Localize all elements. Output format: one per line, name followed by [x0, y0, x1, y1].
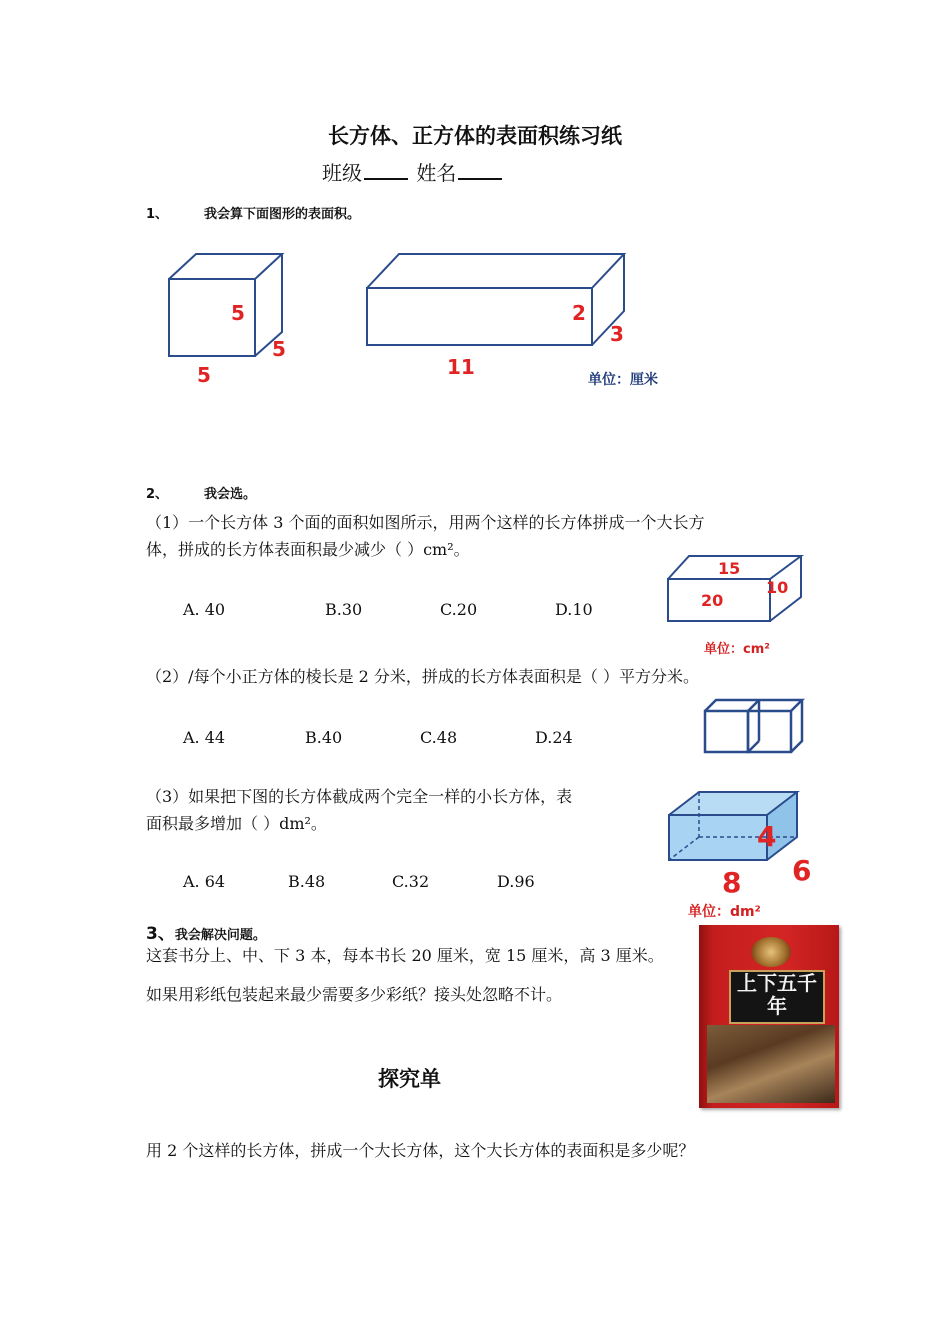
cuboid-figure [367, 254, 624, 345]
section2-number: 2、 [146, 487, 169, 502]
book-ornament [751, 937, 791, 967]
explore-heading: 探究单 [378, 1067, 441, 1091]
cube-figure [169, 254, 282, 356]
section2-heading [146, 483, 256, 502]
book-cover-image [699, 925, 839, 1108]
q1-label-side: 10 [766, 578, 789, 597]
q3-unit: 单位：dm² [688, 904, 761, 920]
q3-option-b[interactable]: B.48 [288, 872, 326, 891]
section2-title: 我会选。 [204, 487, 257, 502]
q3-label-depth: 6 [792, 854, 812, 887]
book-title: 上下五千年 [729, 970, 825, 1024]
section1-heading [146, 203, 360, 222]
section1-title: 我会算下面图形的表面积。 [204, 207, 361, 222]
q1-option-d[interactable]: D.10 [555, 600, 593, 619]
q3-line2: 面积最多增加（ ）dm²。 [146, 814, 327, 833]
q3-label-height: 4 [757, 820, 777, 853]
name-blank[interactable] [458, 160, 502, 180]
explore-line1: 用 2 个这样的长方体，拼成一个大长方体，这个大长方体的表面积是多少呢？ [146, 1141, 695, 1160]
section1-unit: 单位：厘米 [588, 372, 658, 388]
cube-label-depth: 5 [272, 337, 286, 361]
cube-label-height: 5 [231, 301, 245, 325]
cube-label-width: 5 [197, 363, 211, 387]
q1-option-b[interactable]: B.30 [325, 600, 363, 619]
cuboid-label-height: 2 [572, 301, 586, 325]
q2-figure [700, 697, 805, 757]
q1-label-top: 15 [718, 559, 741, 578]
q3-option-d[interactable]: D.96 [497, 872, 535, 891]
q1-unit: 单位：cm² [704, 642, 770, 657]
name-label: 姓名 [416, 161, 457, 185]
book-painting [707, 1025, 835, 1103]
class-blank[interactable] [364, 160, 408, 180]
section3-line2: 如果用彩纸包装起来最少需要多少彩纸？接头处忽略不计。 [146, 985, 563, 1004]
q1-option-a[interactable]: A. 40 [183, 600, 226, 619]
q2-option-c[interactable]: C.48 [420, 728, 458, 747]
q2-line1: （2）/每个小正方体的棱长是 2 分米，拼成的长方体表面积是（ ）平方分米。 [146, 667, 700, 686]
q2-option-b[interactable]: B.40 [305, 728, 343, 747]
q2-option-d[interactable]: D.24 [535, 728, 573, 747]
section1-number: 1、 [146, 207, 169, 222]
q3-label-length: 8 [722, 866, 742, 899]
q1-label-front: 20 [701, 591, 724, 610]
class-label: 班级 [322, 161, 362, 185]
section3-title: 我会解决问题。 [174, 928, 266, 943]
q1-option-c[interactable]: C.20 [440, 600, 478, 619]
section3-heading [146, 919, 266, 944]
section3-number: 3、 [146, 924, 175, 944]
class-name-line [322, 157, 504, 186]
q3-figure [664, 788, 824, 900]
q1-line1: （1）一个长方体 3 个面的面积如图所示，用两个这样的长方体拼成一个大长方 [146, 513, 705, 532]
q3-option-a[interactable]: A. 64 [183, 872, 226, 891]
q2-option-a[interactable]: A. 44 [183, 728, 226, 747]
q1-figure [664, 552, 809, 632]
page-title: 长方体、正方体的表面积练习纸 [328, 124, 622, 148]
q3-option-c[interactable]: C.32 [392, 872, 430, 891]
section3-line1: 这套书分上、中、下 3 本，每本书长 20 厘米，宽 15 厘米，高 3 厘米。 [146, 946, 664, 965]
q3-text [146, 783, 666, 837]
q1-line2: 体，拼成的长方体表面积最少减少（ ）cm²。 [146, 540, 470, 559]
q3-line1: （3）如果把下图的长方体截成两个完全一样的小长方体，表 [146, 787, 573, 806]
cuboid-label-depth: 3 [610, 322, 624, 346]
cuboid-label-length: 11 [447, 355, 475, 379]
